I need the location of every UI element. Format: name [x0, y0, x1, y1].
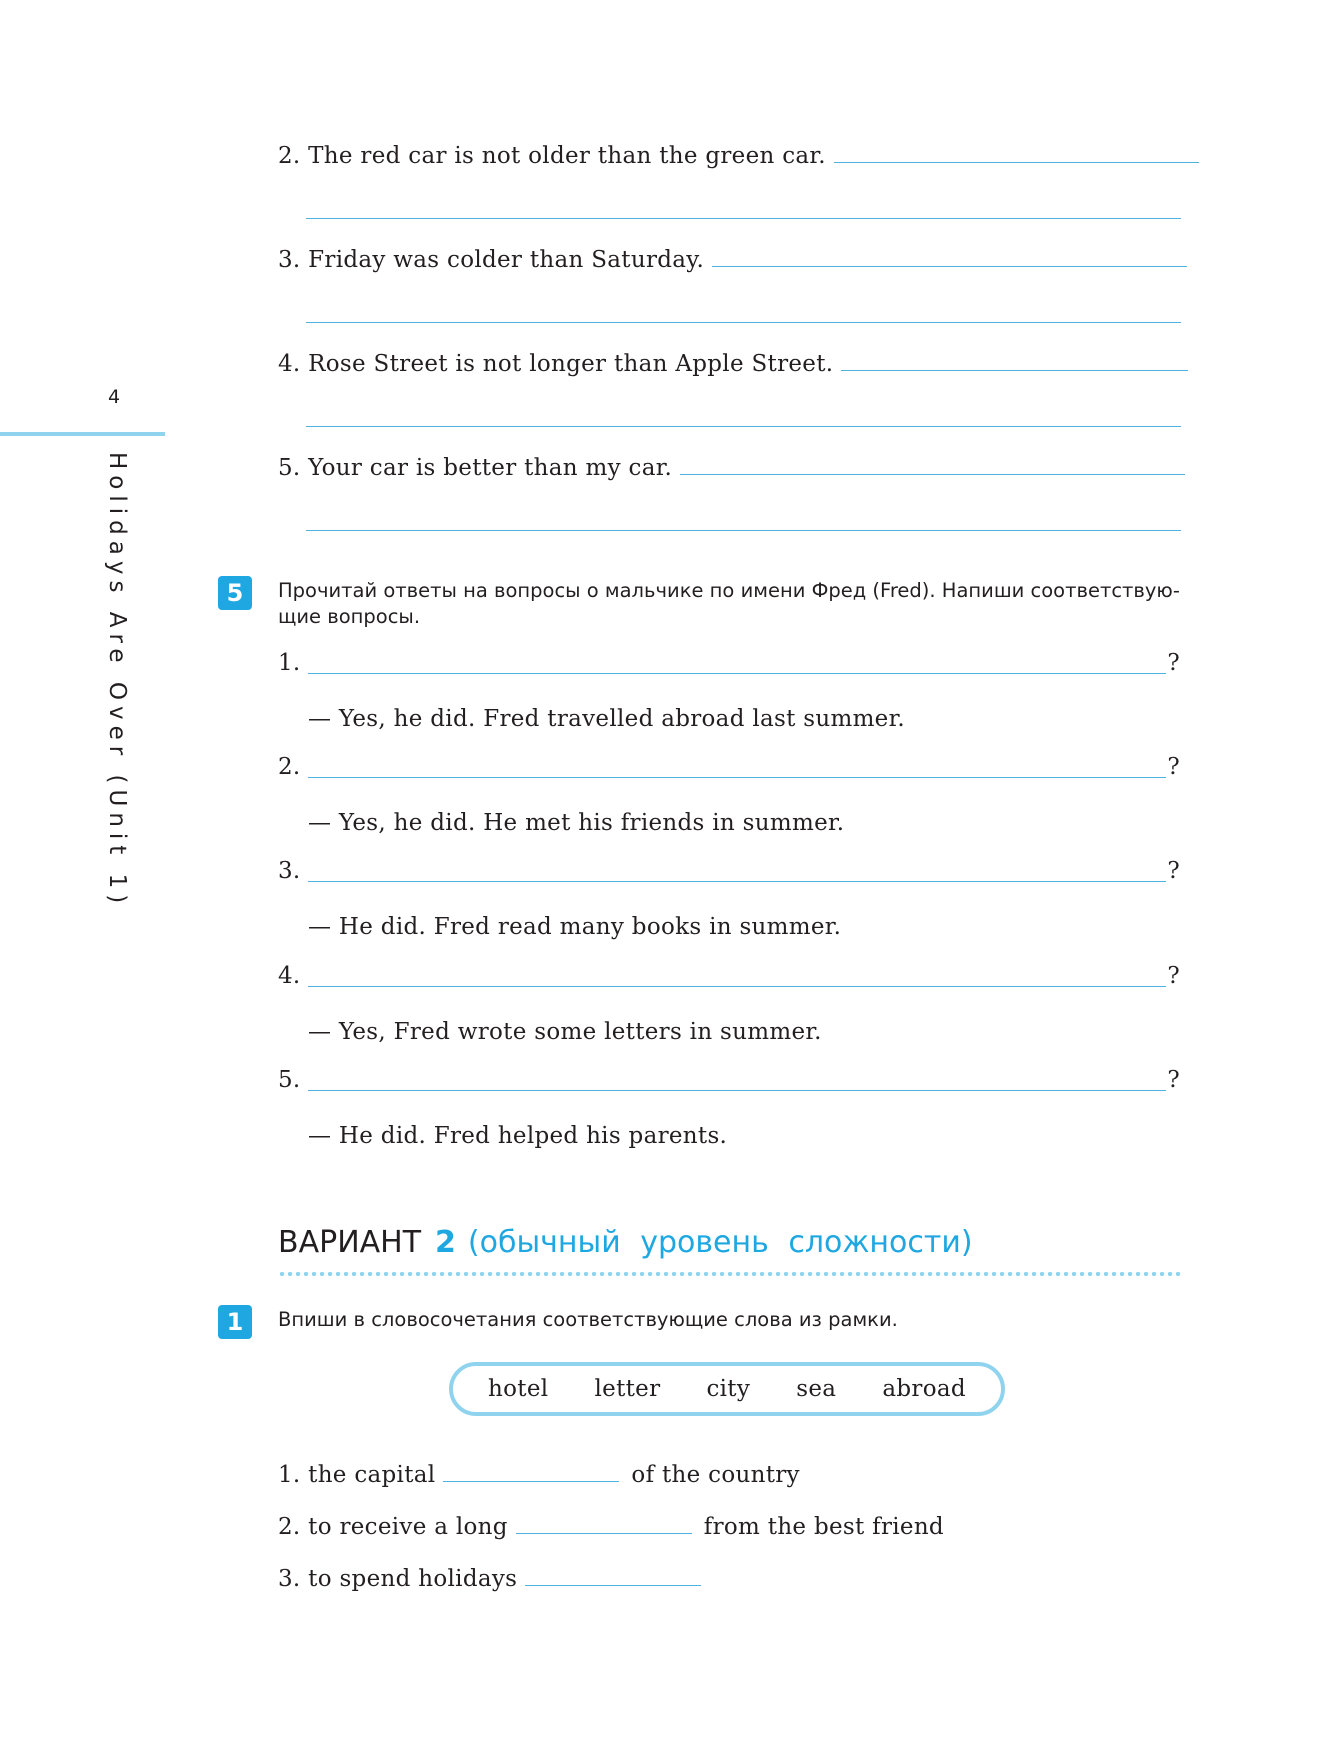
variant-heading	[278, 1225, 973, 1260]
question-row	[278, 1067, 1180, 1097]
question-line[interactable]	[308, 986, 1166, 987]
task-number-badge: 5	[218, 576, 252, 610]
question-number: 4.	[278, 963, 301, 989]
question-row	[278, 650, 1180, 680]
task-instruction: Прочитай ответы на вопросы о мальчике по имени Фред (Fred). Напиши соответствую-щие вопросы.	[278, 579, 1180, 628]
answer-line[interactable]	[306, 426, 1181, 427]
question-line[interactable]	[308, 1090, 1166, 1091]
variant-label: ВАРИАНТ	[278, 1225, 422, 1260]
question-mark: ?	[1167, 650, 1180, 676]
phrase-item	[278, 1566, 713, 1592]
sentence-text: 3. Friday was colder than Saturday.	[278, 247, 705, 273]
question-mark: ?	[1167, 963, 1180, 989]
given-answer: — He did. Fred helped his parents.	[308, 1123, 728, 1149]
dotted-divider	[278, 1271, 1183, 1277]
phrase-after: of the country	[631, 1462, 800, 1488]
sentence-item	[278, 143, 1199, 169]
question-number: 5.	[278, 1067, 301, 1093]
sentence-item	[278, 455, 1185, 481]
answer-line[interactable]	[516, 1533, 692, 1534]
word-box	[449, 1362, 1005, 1416]
phrase-before: 3. to spend holidays	[278, 1566, 518, 1592]
question-line[interactable]	[308, 777, 1166, 778]
answer-line[interactable]	[525, 1585, 701, 1586]
sentence-text: 2. The red car is not older than the green car.	[278, 143, 826, 169]
sentence-item	[278, 247, 1187, 273]
answer-line[interactable]	[443, 1481, 619, 1482]
question-mark: ?	[1167, 1067, 1180, 1093]
answer-line[interactable]	[306, 322, 1181, 323]
phrase-item	[278, 1462, 800, 1488]
side-rule	[0, 432, 165, 436]
word-option: hotel	[488, 1376, 549, 1402]
phrase-before: 1. the capital	[278, 1462, 436, 1488]
word-option: abroad	[882, 1376, 966, 1402]
variant-number: 2	[435, 1225, 456, 1260]
sentence-text: 5. Your car is better than my car.	[278, 455, 673, 481]
phrase-item	[278, 1514, 944, 1540]
page-number: 4	[108, 386, 121, 408]
answer-line[interactable]	[712, 266, 1187, 267]
given-answer: — Yes, he did. He met his friends in summer.	[308, 810, 845, 836]
answer-line[interactable]	[841, 370, 1188, 371]
word-option: sea	[796, 1376, 837, 1402]
answer-line[interactable]	[306, 218, 1181, 219]
answer-line[interactable]	[680, 474, 1185, 475]
answer-line[interactable]	[834, 162, 1199, 163]
question-mark: ?	[1167, 858, 1180, 884]
running-title: Holidays Are Over (Unit 1)	[104, 452, 130, 910]
sentence-item	[278, 351, 1188, 377]
answer-line[interactable]	[306, 530, 1181, 531]
task-instruction: Впиши в словосочетания соответствующие слова из рамки.	[278, 1308, 898, 1331]
task-number-badge: 1	[218, 1305, 252, 1339]
variant-subtitle: (обычный уровень сложности)	[467, 1225, 973, 1260]
phrase-after: from the best friend	[703, 1514, 944, 1540]
question-line[interactable]	[308, 881, 1166, 882]
given-answer: — Yes, he did. Fred travelled abroad last summer.	[308, 706, 905, 732]
question-row	[278, 858, 1180, 888]
question-row	[278, 754, 1180, 784]
question-number: 3.	[278, 858, 301, 884]
question-number: 1.	[278, 650, 301, 676]
question-number: 2.	[278, 754, 301, 780]
given-answer: — He did. Fred read many books in summer.	[308, 914, 842, 940]
given-answer: — Yes, Fred wrote some letters in summer.	[308, 1019, 822, 1045]
question-row	[278, 963, 1180, 993]
question-line[interactable]	[308, 673, 1166, 674]
word-option: city	[706, 1376, 751, 1402]
word-option: letter	[594, 1376, 661, 1402]
phrase-before: 2. to receive a long	[278, 1514, 508, 1540]
sentence-text: 4. Rose Street is not longer than Apple Street.	[278, 351, 834, 377]
question-mark: ?	[1167, 754, 1180, 780]
